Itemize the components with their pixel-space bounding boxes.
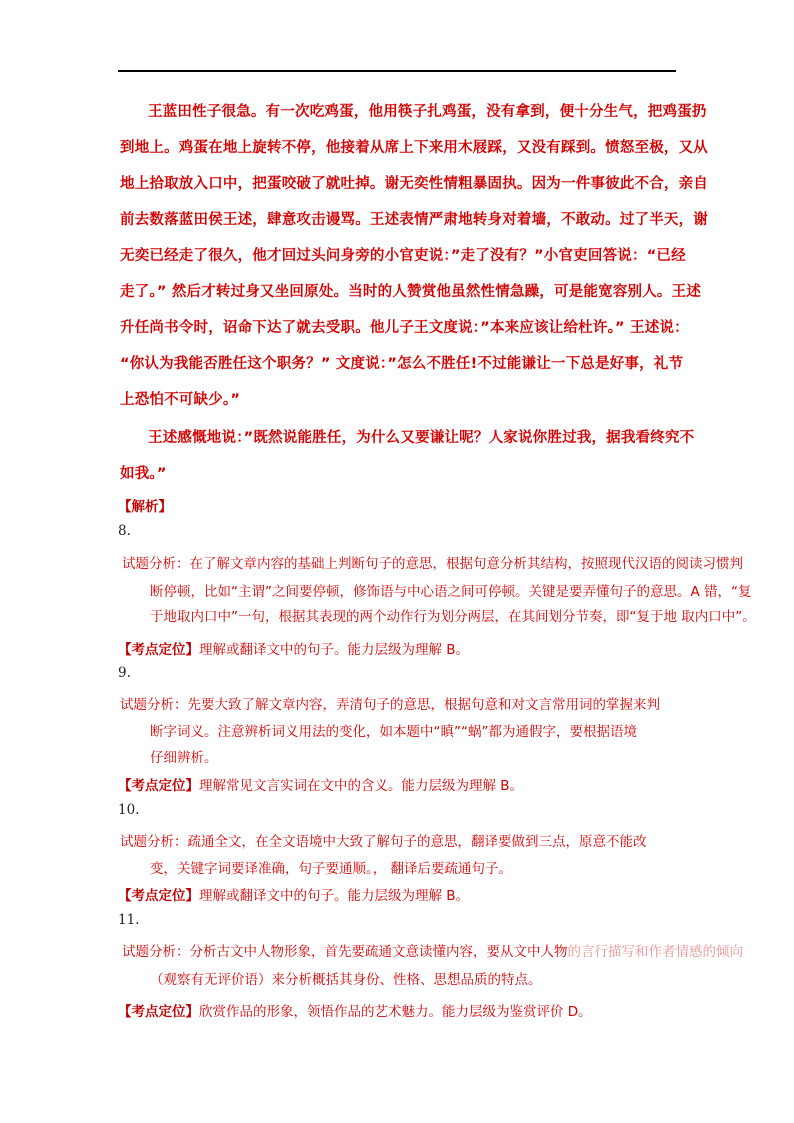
key-point-line xyxy=(118,1000,592,1020)
key-point-tag: 【考点定位】 xyxy=(118,888,199,904)
translation-line: 地上拾取放入口中，把蛋咬破了就吐掉。谢无奕性情粗暴固执。因为一件事彼此不合，亲自 xyxy=(120,176,708,192)
analysis-line xyxy=(122,940,743,960)
key-point-tag: 【考点定位】 xyxy=(118,642,199,658)
analysis-line: （观察有无评价语）来分析概括其身份、性格、思想品质的特点。 xyxy=(150,972,542,988)
translation-line: 王述感慨地说：”既然说能胜任，为什么又要谦让呢？人家说你胜过我，据我看终究不 xyxy=(148,430,695,446)
translation-line: 升任尚书令时，诏命下达了就去受职。他儿子王文度说：”本来应该让给杜许。” 王述说： xyxy=(120,320,689,336)
analysis-line: 变，关键字词要译准确，句子要通顺。， 翻译后要疏通句子。 xyxy=(150,861,513,877)
header-rule xyxy=(118,70,676,72)
translation-line: 上恐怕不可缺少。” xyxy=(120,392,241,408)
key-point-line xyxy=(118,638,469,658)
analysis-line: 仔细辨析。 xyxy=(150,750,218,766)
translation-line: 王蓝田性子很急。有一次吃鸡蛋，他用筷子扎鸡蛋，没有拿到，便十分生气，把鸡蛋扔 xyxy=(148,104,707,120)
key-point-text: 理解或翻译文中的句子。能力层级为理解 B。 xyxy=(199,888,470,904)
key-point-line xyxy=(118,774,523,794)
translation-line: 前去数落蓝田侯王述，肆意攻击谩骂。王述表情严肃地转身对着墙，不敢动。过了半天，谢 xyxy=(120,212,708,228)
analysis-line: 试题分析：疏通全文，在全文语境中大致了解句子的意思，翻译要做到三点，原意不能改 xyxy=(120,834,647,850)
question-number: 8. xyxy=(118,523,131,539)
analysis-heading: 【解析】 xyxy=(118,499,172,515)
key-point-text: 理解常见文言实词在文中的含义。能力层级为理解 B。 xyxy=(199,778,524,794)
translation-line: “你认为我能否胜任这个职务？” 文度说：”怎么不胜任!不过能谦让一下总是好事，礼节 xyxy=(120,356,684,372)
analysis-line: 于地取内口中”一句，根据其表现的两个动作行为划分两层，在其间划分节奏，即“复于地 取内口中”。 xyxy=(150,609,756,625)
analysis-line: 试题分析：在了解文章内容的基础上判断句子的意思，根据句意分析其结构，按照现代汉语的阅读习惯判 xyxy=(122,556,743,572)
analysis-line: 试题分析：先要大致了解文章内容，弄清句子的意思，根据句意和对文言常用词的掌握来判 xyxy=(120,697,660,713)
analysis-text-faint: 的言行描写和作者情感的倾向 xyxy=(567,944,743,960)
analysis-line: 断停顿，比如“主谓”之间要停顿，修饰语与中心语之间可停顿。关键是要弄懂句子的意思。A 错，“复 xyxy=(150,584,752,600)
key-point-text: 欣赏作品的形象，领悟作品的艺术魅力。能力层级为鉴赏评价 D。 xyxy=(199,1004,592,1020)
question-number: 11. xyxy=(118,912,140,928)
key-point-tag: 【考点定位】 xyxy=(118,1004,199,1020)
analysis-line: 断字词义。注意辨析词义用法的变化，如本题中“瞋”“蜗”都为通假字，要根据语境 xyxy=(150,724,637,740)
question-number: 10. xyxy=(118,802,140,818)
translation-line: 如我。” xyxy=(120,466,167,482)
analysis-text: 试题分析：分析古文中人物形象，首先要疏通文意读懂内容，要从文中人物 xyxy=(122,944,568,960)
key-point-line xyxy=(118,884,469,904)
translation-line: 无奕已经走了很久，他才回过头问身旁的小官吏说：”走了没有？”小官吏回答说：“已经 xyxy=(120,248,686,264)
key-point-tag: 【考点定位】 xyxy=(118,778,199,794)
translation-line: 到地上。鸡蛋在地上旋转不停，他接着从席上下来用木屐踩，又没有踩到。愤怒至极，又从 xyxy=(120,140,708,156)
key-point-text: 理解或翻译文中的句子。能力层级为理解 B。 xyxy=(199,642,470,658)
translation-line: 走了。” 然后才转过身又坐回原处。当时的人赞赏他虽然性情急躁，可是能宽容别人。王述 xyxy=(120,284,702,300)
question-number: 9. xyxy=(118,665,131,681)
